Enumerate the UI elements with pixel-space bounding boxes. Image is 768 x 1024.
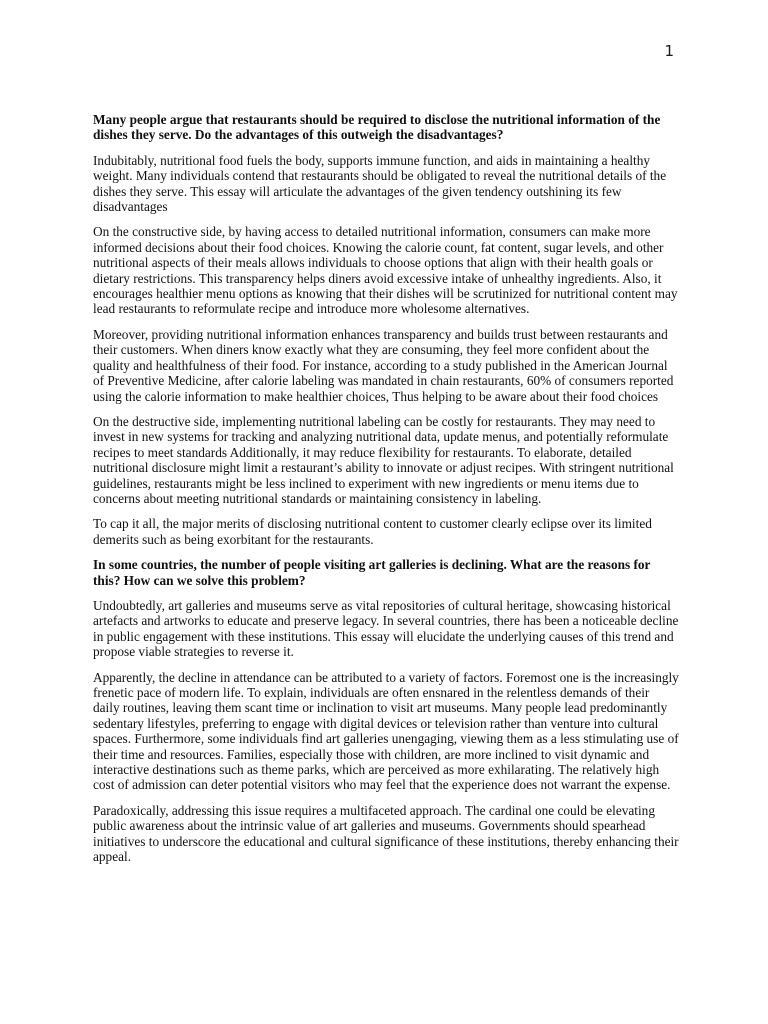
essay-paragraph: Undoubtedly, art galleries and museums serve as vital repositories of cultural heritage, showcasing historical artefacts and artworks to educate and preserve legacy. In several countries, there has been a noticeable decline in public engagement with these institutions. This essay will elucidate the underlying causes of this trend and propose viable strategies to reverse it. [93,597,679,660]
essay-paragraph: On the destructive side, implementing nutritional labeling can be costly for restaurants. They may need to invest in new systems for tracking and analyzing nutritional data, update menus, and potentially reformulate recipes to meet standards Additionally, it may reduce flexibility for restaurants. To elaborate, detailed nutritional disclosure might limit a restaurant’s ability to innovate or adjust recipes. With stringent nutritional guidelines, restaurants might be less inclined to experiment with new ingredients or menu items due to concerns about meeting nutritional standards or maintaining consistency in labeling. [93,413,674,506]
essay-paragraph: To cap it all, the major merits of disclosing nutritional content to customer clearly eclipse over its limited demerits such as being exorbitant for the restaurants. [93,516,652,547]
essay-question: In some countries, the number of people visiting art galleries is declining. What are the reasons for this? How can we solve this problem? [93,557,651,588]
page-number: 1 [664,42,674,60]
essay-art-galleries [93,557,679,864]
essay-paragraph: Apparently, the decline in attendance can be attributed to a variety of factors. Foremost one is the increasingly frenetic pace of modern life. To explain, individuals are often ensnared in the relentless demands of their daily routines, leaving them scant time or inclination to visit art museums. Many people lead predominantly sedentary lifestyles, preferring to engage with digital devices or television rather than venture into cultural spaces. Furthermore, some individuals find art galleries unengaging, viewing them as a less stimulating use of their time and resources. Families, especially those with children, are more inclined to visit dynamic and interactive destinations such as theme parks, which are perceived as more exhilarating. The relatively high cost of admission can deter potential visitors who may feel that the experience does not warrant the expense. [93,669,679,793]
essay-paragraph: Paradoxically, addressing this issue requires a multifaceted approach. The cardinal one could be elevating public awareness about the intrinsic value of art galleries and museums. Governments should spearhead initiatives to underscore the educational and cultural significance of these institutions, thereby enhancing their appeal. [93,802,679,865]
essay-question: Many people argue that restaurants should be required to disclose the nutritional information of the dishes they serve. Do the advantages of this outweigh the disadvantages? [93,112,661,143]
essay-paragraph: Indubitably, nutritional food fuels the body, supports immune function, and aids in maintaining a healthy weight. Many individuals contend that restaurants should be obligated to reveal the nutritional details of the dishes they serve. This essay will articulate the advantages of the given tendency outshining its few disadvantages [93,152,667,215]
essay-paragraph: On the constructive side, by having access to detailed nutritional information, consumers can make more informed decisions about their food choices. Knowing the calorie count, fat content, sugar levels, and other nutritional aspects of their meals allows individuals to choose options that align with their health goals or dietary restrictions. This transparency helps diners avoid excessive intake of unhealthy ingredients. Also, it encourages healthier menu options as knowing that their dishes will be scrutinized for nutritional content may lead restaurants to reformulate recipe and introduce more wholesome alternatives. [93,224,678,317]
document-body [93,112,679,874]
essay-paragraph: Moreover, providing nutritional information enhances transparency and builds trust between restaurants and their customers. When diners know exactly what they are consuming, they feel more confident about the quality and healthfulness of their food. For instance, according to a study published in the American Journal of Preventive Medicine, after calorie labeling was mandated in chain restaurants, 60% of consumers reported using the calorie information to make healthier choices, Thus helping to be aware about their food choices [93,326,674,404]
essay-restaurants [93,112,679,547]
